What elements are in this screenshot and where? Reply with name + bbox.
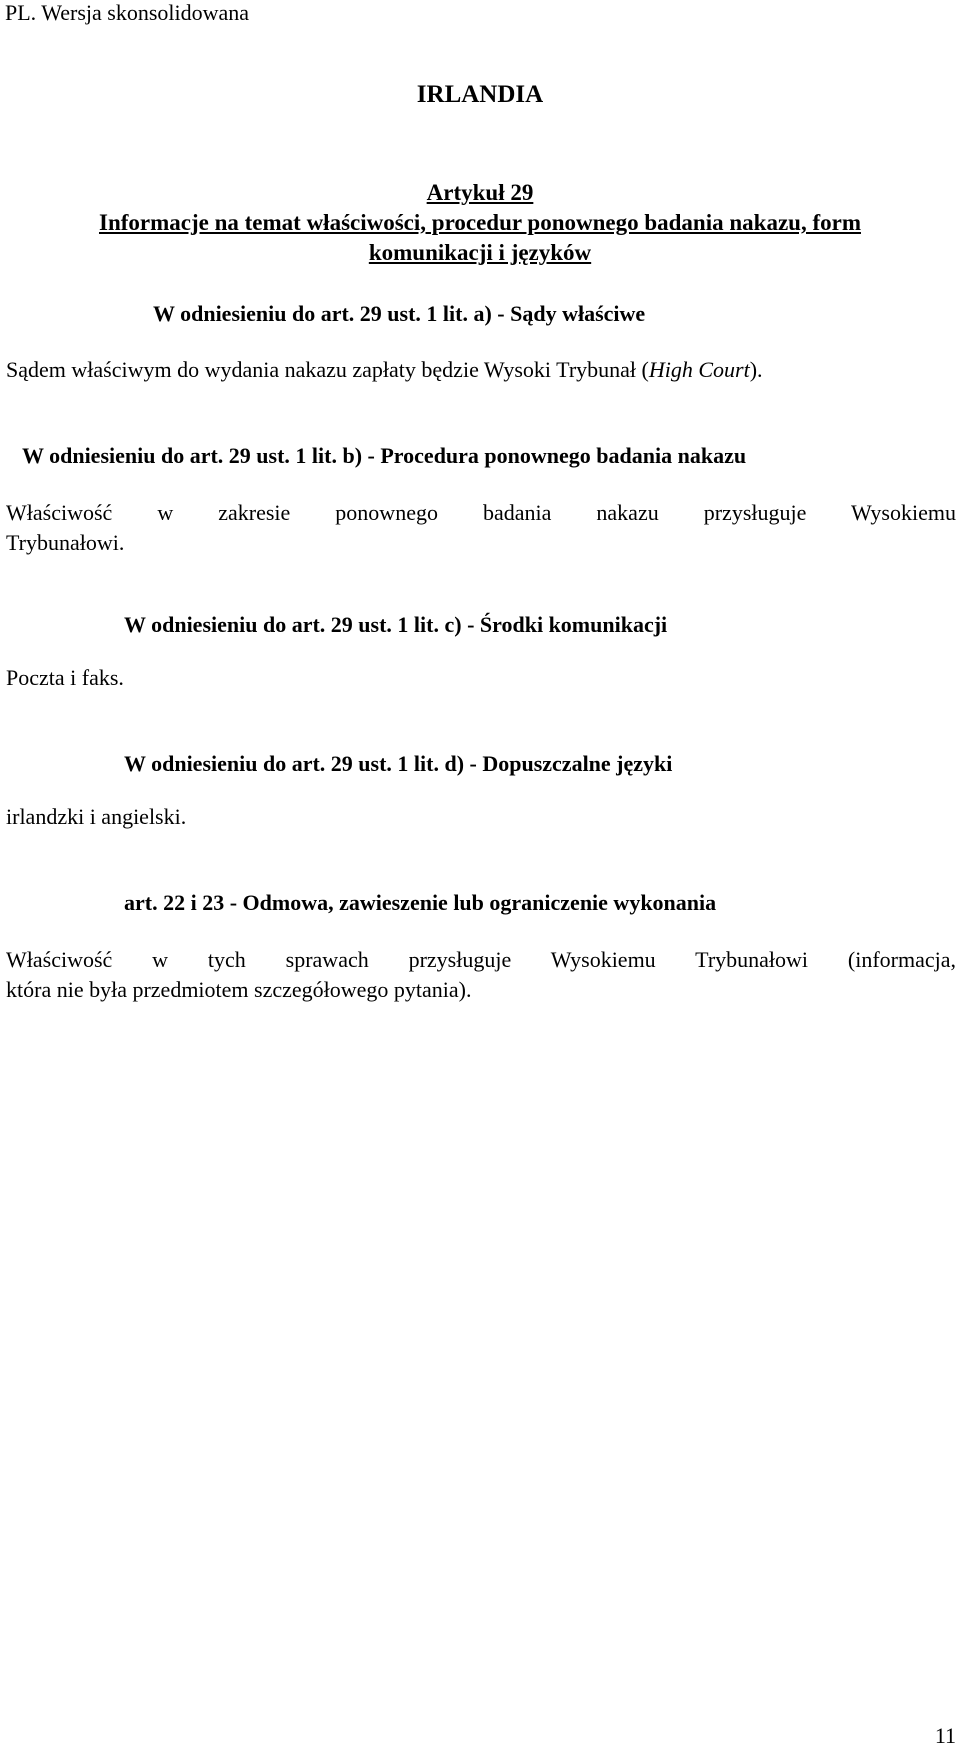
section-art22-text <box>6 945 956 1005</box>
page-number: 11 <box>934 1723 956 1748</box>
section-a-text-before: Sądem właściwym do wydania nakazu zapłaty będzie Wysoki Trybunał ( <box>6 357 649 382</box>
section-c-text: Poczta i faks. <box>6 665 124 690</box>
section-b-text <box>6 498 956 558</box>
article-title-line-1: Informacje na temat właściwości, procedur ponownego badania nakazu, form <box>99 210 861 235</box>
section-art22-text-line-1: Właściwość w tych sprawach przysługuje Wysokiemu Trybunałowi (informacja, <box>6 947 956 972</box>
article-number: Artykuł 29 <box>426 180 534 205</box>
article-title <box>0 178 960 268</box>
section-a-text-after: ). <box>749 357 763 382</box>
section-art22-heading: art. 22 i 23 - Odmowa, zawieszenie lub ograniczenie wykonania <box>124 890 717 915</box>
section-b-text-line-1: Właściwość w zakresie ponownego badania nakazu przysługuje Wysokiemu <box>6 500 956 525</box>
section-a-text <box>6 356 763 384</box>
country-heading: IRLANDIA <box>416 81 544 108</box>
article-title-line-2: komunikacji i języków <box>368 240 592 265</box>
section-c-heading: W odniesieniu do art. 29 ust. 1 lit. c) - Środki komunikacji <box>124 612 668 637</box>
section-a-text-italic: High Court <box>648 357 750 382</box>
section-d-text: irlandzki i angielski. <box>6 804 187 829</box>
section-b-heading: W odniesieniu do art. 29 ust. 1 lit. b) - Procedura ponownego badania nakazu <box>22 443 747 468</box>
document-header-note: PL. Wersja skonsolidowana <box>5 0 250 25</box>
section-d-heading: W odniesieniu do art. 29 ust. 1 lit. d) - Dopuszczalne języki <box>124 751 673 776</box>
section-b-text-line-2: Trybunałowi. <box>6 530 125 555</box>
section-a-heading: W odniesieniu do art. 29 ust. 1 lit. a) - Sądy właściwe <box>153 301 646 326</box>
section-art22-text-line-2: która nie była przedmiotem szczegółowego pytania). <box>6 977 472 1002</box>
